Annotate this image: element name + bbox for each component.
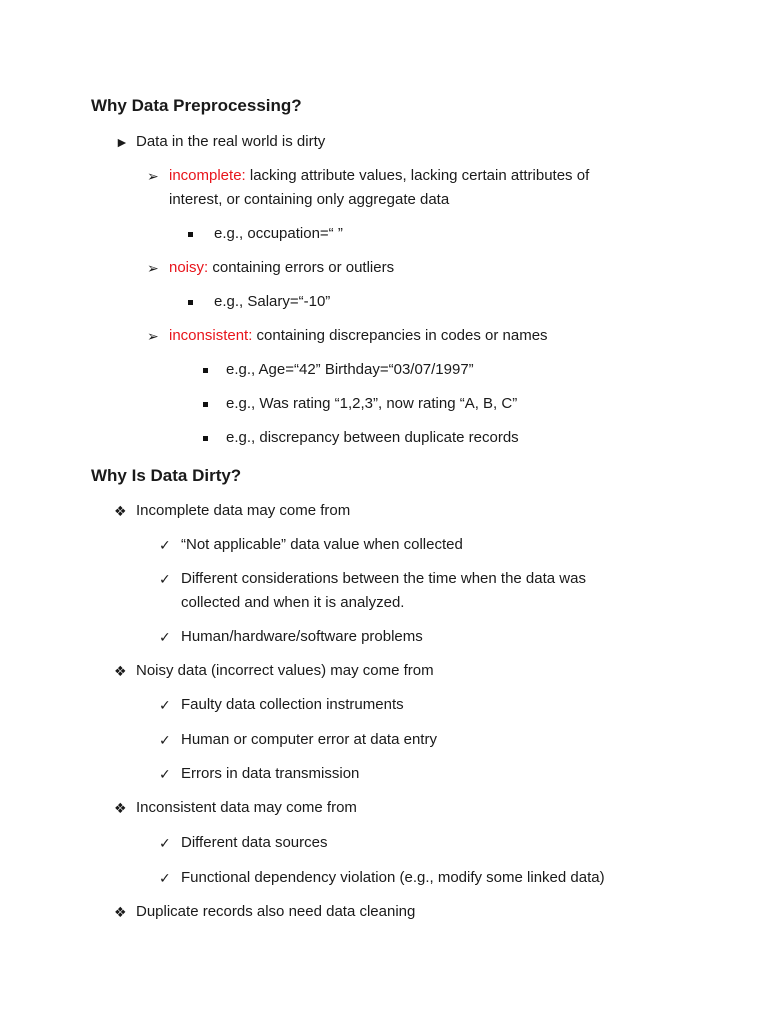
check-icon: ✓ xyxy=(159,537,171,553)
square-bullet-icon xyxy=(188,232,193,237)
term-noisy: noisy: xyxy=(169,259,209,276)
example-salary: e.g., Salary=“-10” xyxy=(214,293,331,310)
check-icon: ✓ xyxy=(159,571,171,587)
cause-transmission: Errors in data transmission xyxy=(181,765,360,782)
arrow-bullet-icon: ➢ xyxy=(147,328,159,344)
group-label-duplicate: Duplicate records also need data cleaning xyxy=(136,903,416,920)
group-label-inconsistent: Inconsistent data may come from xyxy=(136,799,357,816)
section-heading-dirty: Why Is Data Dirty? xyxy=(91,466,242,485)
check-icon: ✓ xyxy=(159,732,171,748)
group-label-incomplete: Incomplete data may come from xyxy=(136,502,351,519)
check-icon: ✓ xyxy=(159,697,171,713)
cause-hardware: Human/hardware/software problems xyxy=(181,628,423,645)
list-item-incomplete xyxy=(169,164,639,212)
desc-inconsistent: containing discrepancies in codes or names xyxy=(252,327,548,344)
desc-noisy: containing errors or outliers xyxy=(208,259,395,276)
group-label-noisy: Noisy data (incorrect values) may come from xyxy=(136,662,434,679)
check-icon: ✓ xyxy=(159,870,171,886)
diamond-bullet-icon: ❖ xyxy=(114,800,127,816)
example-duplicates: e.g., discrepancy between duplicate records xyxy=(226,429,519,446)
arrow-bullet-icon: ➢ xyxy=(147,260,159,276)
square-bullet-icon xyxy=(203,436,208,441)
cause-dependency: Functional dependency violation (e.g., modify some linked data) xyxy=(181,869,605,886)
diamond-bullet-icon: ❖ xyxy=(114,904,127,920)
list-item-noisy xyxy=(169,256,394,280)
diamond-bullet-icon: ❖ xyxy=(114,503,127,519)
intro-text: Data in the real world is dirty xyxy=(136,133,326,150)
example-rating: e.g., Was rating “1,2,3”, now rating “A, B, C” xyxy=(226,395,518,412)
term-inconsistent: inconsistent: xyxy=(169,327,253,344)
cause-instruments: Faulty data collection instruments xyxy=(181,696,404,713)
example-occupation: e.g., occupation=“ ” xyxy=(214,225,343,242)
check-icon: ✓ xyxy=(159,835,171,851)
arrow-bullet-icon: ➢ xyxy=(147,168,159,184)
section-heading-preprocessing: Why Data Preprocessing? xyxy=(91,96,302,115)
square-bullet-icon xyxy=(203,368,208,373)
triangle-bullet-icon: ► xyxy=(115,134,129,150)
list-item-inconsistent xyxy=(169,324,548,348)
term-incomplete: incomplete: xyxy=(169,167,246,184)
cause-not-applicable: “Not applicable” data value when collected xyxy=(181,536,463,553)
cause-entry-error: Human or computer error at data entry xyxy=(181,731,437,748)
example-age: e.g., Age=“42” Birthday=“03/07/1997” xyxy=(226,361,474,378)
check-icon: ✓ xyxy=(159,629,171,645)
diamond-bullet-icon: ❖ xyxy=(114,663,127,679)
cause-sources: Different data sources xyxy=(181,834,328,851)
check-icon: ✓ xyxy=(159,766,171,782)
square-bullet-icon xyxy=(188,300,193,305)
cause-considerations: Different considerations between the time when the data was collected and when it is analyzed. xyxy=(181,570,586,611)
square-bullet-icon xyxy=(203,402,208,407)
desc-incomplete: lacking attribute values, lacking certain attributes of interest, or containing only aggregate data xyxy=(169,167,590,208)
